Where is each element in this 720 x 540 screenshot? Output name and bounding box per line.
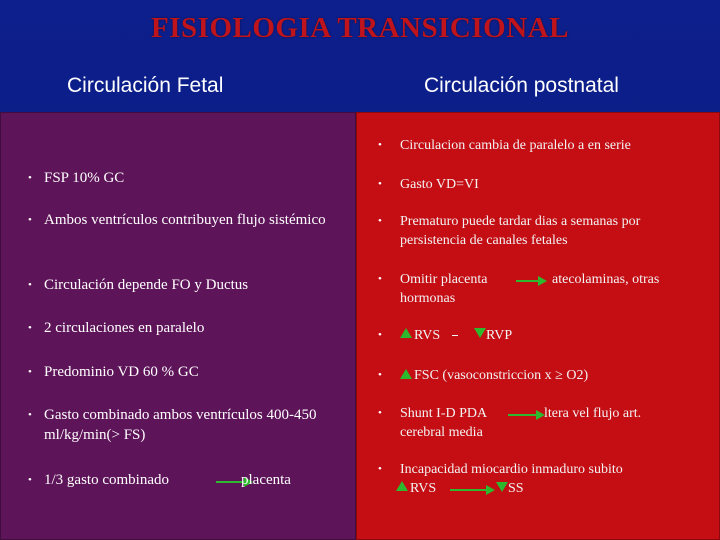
right-arrow-icon bbox=[508, 414, 538, 416]
down-arrow-icon bbox=[474, 328, 486, 338]
heading-fetal: Circulación Fetal bbox=[67, 74, 224, 97]
right-arrow-icon bbox=[450, 489, 488, 491]
bullet-icon: • bbox=[378, 407, 382, 419]
up-arrow-icon bbox=[396, 481, 408, 491]
bullet-icon: • bbox=[378, 329, 382, 341]
postnatal-panel: • Circulacion cambia de paralelo a en serie • Gasto VD=VI • Prematuro puede tardar dias a semanas por persistencia de canales fetales • Omitir placenta atecolaminas, otras hormonas • RVS RVP • FSC (vasoconstriccion x ≥ O2) • Shunt I-D PDA ltera vel flujo art. cerebral media • Incapacidad miocardio inmaduro subito RVS SS bbox=[356, 112, 720, 540]
bullet-icon: • bbox=[28, 279, 32, 291]
bullet-icon: • bbox=[378, 178, 382, 190]
postnatal-item: • Omitir placenta atecolaminas, otras hormonas bbox=[378, 272, 660, 306]
fetal-panel: • FSP 10% GC • Ambos ventrículos contribuyen flujo sistémico • Circulación depende FO y Ductus • 2 circulaciones en paralelo • Predominio VD 60 % GC • Gasto combinado ambos ventrículos 400-450 ml/kg/min(> FS) • 1/3 gasto combinado placenta bbox=[0, 112, 356, 540]
bullet-icon: • bbox=[28, 214, 32, 226]
right-arrow-icon bbox=[486, 485, 495, 495]
bullet-icon: • bbox=[28, 322, 32, 334]
slide-title: FISIOLOGIA TRANSICIONAL bbox=[151, 12, 569, 44]
right-arrow-icon bbox=[538, 276, 547, 286]
right-arrow-icon bbox=[516, 280, 540, 282]
bullet-icon: • bbox=[28, 172, 32, 184]
up-arrow-icon bbox=[400, 369, 412, 379]
up-arrow-icon bbox=[400, 328, 412, 338]
bullet-icon: • bbox=[378, 215, 382, 227]
postnatal-item: • Incapacidad miocardio inmaduro subito RVS SS bbox=[378, 462, 623, 496]
heading-postnatal: Circulación postnatal bbox=[424, 74, 619, 97]
bullet-icon: • bbox=[378, 463, 382, 475]
bullet-icon: • bbox=[28, 474, 32, 486]
bullet-icon: • bbox=[378, 139, 382, 151]
bullet-icon: • bbox=[378, 369, 382, 381]
postnatal-item: • Shunt I-D PDA ltera vel flujo art. cerebral media bbox=[378, 406, 642, 440]
postnatal-item: • RVS RVP bbox=[378, 328, 513, 343]
bullet-icon: • bbox=[28, 366, 32, 378]
down-arrow-icon bbox=[496, 482, 508, 492]
bullet-icon: • bbox=[378, 273, 382, 285]
bullet-icon: • bbox=[28, 409, 32, 421]
